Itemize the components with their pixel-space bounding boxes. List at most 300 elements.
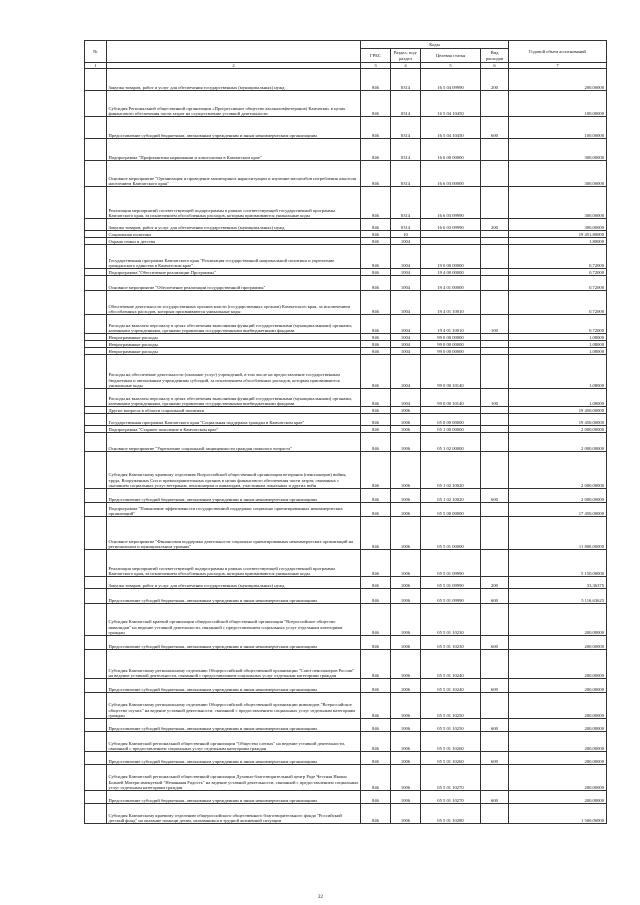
table-row: [85, 161, 607, 187]
row-target-cell: 19 4 01 10010: [421, 315, 481, 334]
table-row: [85, 452, 607, 489]
row-target-cell: 05 1 02 00000: [421, 433, 481, 452]
row-section-cell: 1006: [391, 589, 421, 604]
table-row: [85, 604, 607, 636]
row-amount-cell: 19 450,00000: [509, 407, 607, 414]
row-num-cell: [85, 231, 107, 238]
row-amount-cell: 300,00000: [509, 139, 607, 161]
row-section-cell: 1004: [391, 269, 421, 276]
table-body: [85, 69, 607, 824]
header-grbs: ГРБС: [361, 49, 391, 63]
row-num-cell: [85, 577, 107, 589]
row-name-cell: Подпрограмма "Повышение эффективности государственной поддержки социально ориентированных некоммерческих организаций": [107, 503, 361, 517]
row-section-cell: 1006: [391, 719, 421, 732]
row-name-cell: Основное мероприятие "Финансовая поддержка деятельности социально ориентированных некоммерческих организаций на региональном и муниципальном уровнях": [107, 517, 361, 550]
row-num-cell: [85, 693, 107, 719]
row-section-cell: 0314: [391, 187, 421, 219]
row-section-cell: 1006: [391, 550, 421, 577]
budget-document: [84, 40, 606, 824]
row-section-cell: 0314: [391, 161, 421, 187]
row-vr-cell: [481, 91, 509, 117]
row-num-cell: [85, 414, 107, 426]
row-target-cell: 99 0 00 10140: [421, 355, 481, 389]
row-section-cell: 1006: [391, 407, 421, 414]
table-row: [85, 91, 607, 117]
row-amount-cell: 200,00000: [509, 752, 607, 765]
row-vr-cell: [481, 503, 509, 517]
row-num-cell: [85, 407, 107, 414]
row-name-cell: Предоставление субсидий бюджетным, автономным учреждениям и иным некоммерческим организациям: [107, 752, 361, 765]
row-grbs-cell: 846: [361, 452, 391, 489]
row-amount-cell: 0,72000: [509, 269, 607, 276]
row-name-cell: Расходы на выплаты персоналу в целях обеспечения выполнения функций государственными (муниципальными) органами, казенными учреждениями, органами управления государственными внебюджетными фондами: [107, 315, 361, 334]
col-number: 3: [361, 63, 391, 69]
row-grbs-cell: 846: [361, 334, 391, 341]
row-vr-cell: 100: [481, 389, 509, 407]
col-number: 5: [421, 63, 481, 69]
row-target-cell: 05 5 01 10280: [421, 804, 481, 824]
row-amount-cell: 200,00000: [509, 732, 607, 752]
row-vr-cell: [481, 231, 509, 238]
header-section: Раздел, под-раздел: [391, 49, 421, 63]
table-row: [85, 407, 607, 414]
table-row: [85, 732, 607, 752]
table-row: [85, 139, 607, 161]
row-num-cell: [85, 636, 107, 650]
row-section-cell: 1006: [391, 489, 421, 503]
row-name-cell: Закупка товаров, работ и услуг для обеспечения государственных (муниципальных) нужд: [107, 577, 361, 589]
row-target-cell: 16 6 00 00000: [421, 139, 481, 161]
row-vr-cell: [481, 604, 509, 636]
row-grbs-cell: 846: [361, 187, 391, 219]
row-amount-cell: 19 451,80000: [509, 231, 607, 238]
row-section-cell: 1004: [391, 245, 421, 269]
table-row: [85, 636, 607, 650]
row-num-cell: [85, 117, 107, 139]
row-amount-cell: 200,00000: [509, 636, 607, 650]
row-section-cell: 1006: [391, 693, 421, 719]
row-section-cell: 1006: [391, 577, 421, 589]
row-name-cell: Субсидия Камчатскому краевому отделению Всероссийской общественной организации ветеранов (пенсионеров) войны, труда, Вооруженных Сил и правоохранительных органов в целях финансового обеспечения части затрат, связанных с оказанием социальных услуг ветеранам, пенсионерам и инвалидам, участникам локальных и других войн: [107, 452, 361, 489]
row-vr-cell: 200: [481, 577, 509, 589]
row-grbs-cell: 846: [361, 407, 391, 414]
row-name-cell: Предоставление субсидий бюджетным, автономным учреждениям и иным некоммерческим организациям: [107, 791, 361, 804]
table-row: [85, 433, 607, 452]
row-amount-cell: 11 800,00000: [509, 517, 607, 550]
row-vr-cell: 600: [481, 752, 509, 765]
row-grbs-cell: 846: [361, 679, 391, 693]
table-row: [85, 69, 607, 91]
row-amount-cell: 0,72000: [509, 245, 607, 269]
table-row: [85, 348, 607, 355]
row-amount-cell: 2 000,00000: [509, 433, 607, 452]
row-grbs-cell: 846: [361, 804, 391, 824]
row-name-cell: Субсидия Региональной общественной организации «Прогрессивное общество аксакалов(ветеранов) Камчатки» в целях финансового обеспечения части затрат на осуществление уставной деятельности: [107, 91, 361, 117]
row-target-cell: 19 4 00 00000: [421, 269, 481, 276]
row-section-cell: 1006: [391, 452, 421, 489]
row-vr-cell: [481, 269, 509, 276]
table-row: [85, 489, 607, 503]
row-name-cell: Охрана семьи и детства: [107, 238, 361, 245]
row-section-cell: 1004: [391, 291, 421, 315]
row-name-cell: Предоставление субсидий бюджетным, автономным учреждениям и иным некоммерческим организациям: [107, 489, 361, 503]
row-num-cell: [85, 489, 107, 503]
row-grbs-cell: 846: [361, 732, 391, 752]
table-row: [85, 245, 607, 269]
row-grbs-cell: 846: [361, 341, 391, 348]
row-grbs-cell: 846: [361, 752, 391, 765]
row-num-cell: [85, 604, 107, 636]
table-row: [85, 414, 607, 426]
row-num-cell: [85, 589, 107, 604]
row-num-cell: [85, 765, 107, 791]
row-name-cell: Другие вопросы в области социальной политики: [107, 407, 361, 414]
row-section-cell: 0314: [391, 91, 421, 117]
header-vr: Вид расходов: [481, 49, 509, 63]
row-amount-cell: 1,08000: [509, 341, 607, 348]
table-row: [85, 291, 607, 315]
row-num-cell: [85, 503, 107, 517]
row-section-cell: 1004: [391, 315, 421, 334]
row-section-cell: 0314: [391, 69, 421, 91]
row-name-cell: Непрограммные расходы: [107, 348, 361, 355]
table-row: [85, 693, 607, 719]
row-num-cell: [85, 219, 107, 231]
row-amount-cell: 5 116,63625: [509, 589, 607, 604]
row-grbs-cell: 846: [361, 693, 391, 719]
row-amount-cell: 5 150,00000: [509, 550, 607, 577]
row-amount-cell: 100,00000: [509, 91, 607, 117]
row-target-cell: 05 5 01 10270: [421, 791, 481, 804]
row-grbs-cell: 846: [361, 291, 391, 315]
row-num-cell: [85, 804, 107, 824]
row-vr-cell: [481, 650, 509, 679]
table-row: [85, 577, 607, 589]
row-num-cell: [85, 550, 107, 577]
row-name-cell: Обеспечение деятельности государственных органов власти (государственных органов) Камчатского края, за исключением обособленных расходов, которым присваиваются уникальные коды: [107, 291, 361, 315]
row-target-cell: 19 4 01 00000: [421, 276, 481, 291]
row-vr-cell: [481, 355, 509, 389]
row-target-cell: 05 5 01 10230: [421, 604, 481, 636]
row-amount-cell: 200,00000: [509, 791, 607, 804]
row-name-cell: Основное мероприятие "Укрепление социальной защищенности граждан пожилого возраста": [107, 433, 361, 452]
row-amount-cell: 0,72000: [509, 291, 607, 315]
row-name-cell: Реализация мероприятий соответствующей подпрограммы в рамках соответствующей государственной программы Камчатского края, за исключением обособленных расходов, которым присваиваются уникальные коды: [107, 550, 361, 577]
row-num-cell: [85, 291, 107, 315]
row-grbs-cell: 846: [361, 238, 391, 245]
row-target-cell: 05 1 02 10020: [421, 489, 481, 503]
row-target-cell: 19 4 01 10010: [421, 291, 481, 315]
table-row: [85, 187, 607, 219]
row-num-cell: [85, 679, 107, 693]
row-vr-cell: [481, 276, 509, 291]
row-vr-cell: [481, 765, 509, 791]
row-target-cell: 05 5 01 10240: [421, 679, 481, 693]
row-vr-cell: 600: [481, 589, 509, 604]
row-name-cell: Реализация мероприятий соответствующей подпрограммы в рамках соответствующей государственной программы Камчатского края, за исключением обособленных расходов, которым присваиваются уникальные коды: [107, 187, 361, 219]
row-num-cell: [85, 341, 107, 348]
row-num-cell: [85, 732, 107, 752]
row-name-cell: Закупка товаров, работ и услуг для обеспечения государственных (муниципальных) нужд: [107, 219, 361, 231]
row-grbs-cell: 846: [361, 550, 391, 577]
row-num-cell: [85, 355, 107, 389]
row-section-cell: 1006: [391, 804, 421, 824]
row-target-cell: [421, 407, 481, 414]
row-vr-cell: [481, 414, 509, 426]
row-target-cell: [421, 231, 481, 238]
row-target-cell: 16 6 03 09990: [421, 219, 481, 231]
row-section-cell: 1006: [391, 791, 421, 804]
row-num-cell: [85, 269, 107, 276]
row-section-cell: 0314: [391, 219, 421, 231]
row-section-cell: 1006: [391, 503, 421, 517]
row-section-cell: 1004: [391, 238, 421, 245]
row-target-cell: 99 0 00 00000: [421, 348, 481, 355]
row-amount-cell: 1,80000: [509, 238, 607, 245]
row-target-cell: 05 5 01 10260: [421, 732, 481, 752]
row-name-cell: Расходы на выплаты персоналу в целях обеспечения выполнения функций государственными (муниципальными) органами, казенными учреждениями, органами управления государственными внебюджетными фондами: [107, 389, 361, 407]
row-target-cell: 05 5 01 09990: [421, 550, 481, 577]
row-name-cell: Предоставление субсидий бюджетным, автономным учреждениям и иным некоммерческим организациям: [107, 589, 361, 604]
header-name: [107, 41, 361, 63]
row-grbs-cell: 846: [361, 91, 391, 117]
table-row: [85, 231, 607, 238]
row-grbs-cell: 846: [361, 276, 391, 291]
row-num-cell: [85, 187, 107, 219]
row-name-cell: Субсидия Камчатской краевой организации общероссийской общественной организации "Всероссийское общество инвалидов" на ведение уставной деятельности, связанной с предоставлением социальных услуг отдельным категориям граждан: [107, 604, 361, 636]
table-row: [85, 334, 607, 341]
row-vr-cell: 600: [481, 719, 509, 732]
row-amount-cell: 200,00000: [509, 693, 607, 719]
row-vr-cell: [481, 291, 509, 315]
table-row: [85, 426, 607, 433]
row-num-cell: [85, 69, 107, 91]
row-grbs-cell: 846: [361, 589, 391, 604]
col-number: 6: [481, 63, 509, 69]
row-target-cell: 05 5 01 09990: [421, 589, 481, 604]
row-vr-cell: 600: [481, 117, 509, 139]
row-target-cell: 05 5 00 00000: [421, 503, 481, 517]
row-name-cell: Государственная программа Камчатского края "Социальная поддержка граждан в Камчатском крае": [107, 414, 361, 426]
row-name-cell: Основное мероприятие "Организация и проведение мониторинга наркоситуации и изучение масштабов потребления алкоголя населением Камчатского края": [107, 161, 361, 187]
row-grbs-cell: 846: [361, 517, 391, 550]
row-grbs-cell: 846: [361, 245, 391, 269]
row-num-cell: [85, 91, 107, 117]
header-codes: Коды: [361, 41, 509, 49]
row-amount-cell: 2 000,00000: [509, 489, 607, 503]
row-target-cell: 05 5 01 10250: [421, 719, 481, 732]
row-num-cell: [85, 161, 107, 187]
row-name-cell: Закупка товаров, работ и услуг для обеспечения государственных (муниципальных) нужд: [107, 69, 361, 91]
row-grbs-cell: 846: [361, 231, 391, 238]
row-num-cell: [85, 315, 107, 334]
row-section-cell: 0314: [391, 117, 421, 139]
row-target-cell: 19 0 00 00000: [421, 245, 481, 269]
row-grbs-cell: 846: [361, 577, 391, 589]
row-amount-cell: 200,00000: [509, 69, 607, 91]
row-name-cell: Субсидия Камчатскому региональному отделению Общероссийской общественной организации инвалидов "Всероссийское общество глухих" на ведение уставной деятельности, связанной с предоставлением социальных услуг отдельным категориям граждан: [107, 693, 361, 719]
row-section-cell: 1006: [391, 636, 421, 650]
row-target-cell: 05 0 00 00000: [421, 414, 481, 426]
row-num-cell: [85, 791, 107, 804]
row-section-cell: 1006: [391, 604, 421, 636]
row-name-cell: Субсидия Камчатскому региональному отделению Общероссийской общественной организации "Союз пенсионеров России" на ведение уставной деятельности, связанной с предоставлением социальных услуг отдельным категориям граждан: [107, 650, 361, 679]
row-name-cell: Субсидия Камчатской региональной общественной организации Духовно-благотворительный центр Раде Честная Иконы Божией Матери именуемой "Нечаянная Радость" на ведение уставной деятельности, связанной с предоставлением социальных услуг отдельным категориям граждан: [107, 765, 361, 791]
row-num-cell: [85, 139, 107, 161]
row-target-cell: 05 5 01 10250: [421, 693, 481, 719]
row-grbs-cell: 846: [361, 604, 391, 636]
row-section-cell: 1006: [391, 517, 421, 550]
row-amount-cell: 33,36375: [509, 577, 607, 589]
row-target-cell: 05 1 02 10020: [421, 452, 481, 489]
row-section-cell: 1006: [391, 679, 421, 693]
row-amount-cell: 200,00000: [509, 604, 607, 636]
row-grbs-cell: 846: [361, 139, 391, 161]
row-name-cell: Предоставление субсидий бюджетным, автономным учреждениям и иным некоммерческим организациям: [107, 719, 361, 732]
row-target-cell: 05 5 01 10260: [421, 752, 481, 765]
row-grbs-cell: 846: [361, 765, 391, 791]
row-grbs-cell: 846: [361, 650, 391, 679]
table-row: [85, 389, 607, 407]
row-amount-cell: 1,08000: [509, 334, 607, 341]
table-row: [85, 341, 607, 348]
row-num-cell: [85, 752, 107, 765]
row-name-cell: Государственная программа Камчатского края "Реализация государственной национальной политики и укрепление гражданского единства в Камчатском крае": [107, 245, 361, 269]
col-number: 7: [509, 63, 607, 69]
row-grbs-cell: 846: [361, 69, 391, 91]
row-section-cell: 1006: [391, 732, 421, 752]
table-row: [85, 650, 607, 679]
row-num-cell: [85, 276, 107, 291]
row-name-cell: Подпрограмма "Обеспечение реализации Программы": [107, 269, 361, 276]
row-grbs-cell: 846: [361, 219, 391, 231]
table-row: [85, 276, 607, 291]
budget-table: [84, 40, 607, 824]
row-target-cell: [421, 238, 481, 245]
row-num-cell: [85, 238, 107, 245]
row-target-cell: 05 1 00 00000: [421, 426, 481, 433]
row-vr-cell: [481, 341, 509, 348]
row-name-cell: Подпрограмма "Старшее поколение в Камчатском крае": [107, 426, 361, 433]
row-amount-cell: 0,72000: [509, 276, 607, 291]
row-section-cell: 1004: [391, 355, 421, 389]
row-target-cell: 16 6 03 00000: [421, 161, 481, 187]
row-target-cell: 05 5 01 10270: [421, 765, 481, 791]
row-amount-cell: 100,00000: [509, 117, 607, 139]
page-number: 22: [318, 895, 323, 900]
row-target-cell: 16 6 03 09990: [421, 187, 481, 219]
table-row: [85, 117, 607, 139]
row-amount-cell: 17 450,00000: [509, 503, 607, 517]
row-grbs-cell: 846: [361, 269, 391, 276]
row-grbs-cell: 846: [361, 719, 391, 732]
table-row: [85, 219, 607, 231]
row-amount-cell: 200,00000: [509, 765, 607, 791]
row-name-cell: Расходы на обеспечение деятельности (оказание услуг) учреждений, в том числе на предоставление государственным бюджетным и автономным учреждениям субсидий, за исключением обособленных расходов, которым присваиваются уникальные коды: [107, 355, 361, 389]
row-vr-cell: 600: [481, 489, 509, 503]
row-target-cell: 99 0 00 10140: [421, 389, 481, 407]
row-vr-cell: [481, 334, 509, 341]
col-number: 1: [85, 63, 107, 69]
row-vr-cell: [481, 238, 509, 245]
row-target-cell: 05 5 01 00000: [421, 517, 481, 550]
row-target-cell: 99 0 00 00000: [421, 334, 481, 341]
table-row: [85, 791, 607, 804]
row-grbs-cell: 846: [361, 161, 391, 187]
row-grbs-cell: 846: [361, 503, 391, 517]
row-vr-cell: [481, 804, 509, 824]
row-section-cell: 1004: [391, 341, 421, 348]
col-number: 4: [391, 63, 421, 69]
table-row: [85, 589, 607, 604]
row-section-cell: 1006: [391, 765, 421, 791]
row-grbs-cell: 846: [361, 355, 391, 389]
row-grbs-cell: 846: [361, 348, 391, 355]
header-num: №: [85, 41, 107, 63]
row-num-cell: [85, 650, 107, 679]
row-amount-cell: 1,08000: [509, 348, 607, 355]
row-grbs-cell: 846: [361, 426, 391, 433]
table-row: [85, 550, 607, 577]
row-num-cell: [85, 334, 107, 341]
row-num-cell: [85, 389, 107, 407]
row-name-cell: Подпрограмма "Профилактика наркомании и алкоголизма в Камчатском крае": [107, 139, 361, 161]
row-section-cell: 1006: [391, 426, 421, 433]
row-grbs-cell: 846: [361, 636, 391, 650]
row-section-cell: 1006: [391, 433, 421, 452]
row-target-cell: 05 5 01 10230: [421, 636, 481, 650]
row-num-cell: [85, 433, 107, 452]
row-num-cell: [85, 452, 107, 489]
row-num-cell: [85, 719, 107, 732]
row-section-cell: 1006: [391, 752, 421, 765]
row-vr-cell: [481, 426, 509, 433]
table-row: [85, 517, 607, 550]
row-vr-cell: 100: [481, 315, 509, 334]
table-row: [85, 765, 607, 791]
row-grbs-cell: 846: [361, 489, 391, 503]
row-section-cell: 0314: [391, 139, 421, 161]
row-amount-cell: 2 000,00000: [509, 452, 607, 489]
row-target-cell: 05 5 01 10240: [421, 650, 481, 679]
table-row: [85, 679, 607, 693]
row-section-cell: 1004: [391, 348, 421, 355]
row-target-cell: 99 0 00 00000: [421, 341, 481, 348]
row-vr-cell: [481, 348, 509, 355]
row-amount-cell: 300,00000: [509, 219, 607, 231]
row-grbs-cell: 846: [361, 315, 391, 334]
row-vr-cell: 200: [481, 219, 509, 231]
row-amount-cell: 0,72000: [509, 315, 607, 334]
row-vr-cell: 600: [481, 791, 509, 804]
row-amount-cell: 300,00000: [509, 187, 607, 219]
row-vr-cell: [481, 452, 509, 489]
row-grbs-cell: 846: [361, 414, 391, 426]
table-row: [85, 238, 607, 245]
row-name-cell: Предоставление субсидий бюджетным, автономным учреждениям и иным некоммерческим организациям: [107, 117, 361, 139]
row-target-cell: 16 5 04 09990: [421, 69, 481, 91]
row-grbs-cell: 846: [361, 389, 391, 407]
row-amount-cell: 1,08000: [509, 355, 607, 389]
table-row: [85, 752, 607, 765]
row-amount-cell: 200,00000: [509, 719, 607, 732]
row-grbs-cell: 846: [361, 791, 391, 804]
row-section-cell: 10: [391, 231, 421, 238]
row-name-cell: Непрограммные расходы: [107, 341, 361, 348]
row-name-cell: Основное мероприятие "Обеспечение реализации государственной программы": [107, 276, 361, 291]
row-vr-cell: [481, 433, 509, 452]
col-number: 2: [107, 63, 361, 69]
